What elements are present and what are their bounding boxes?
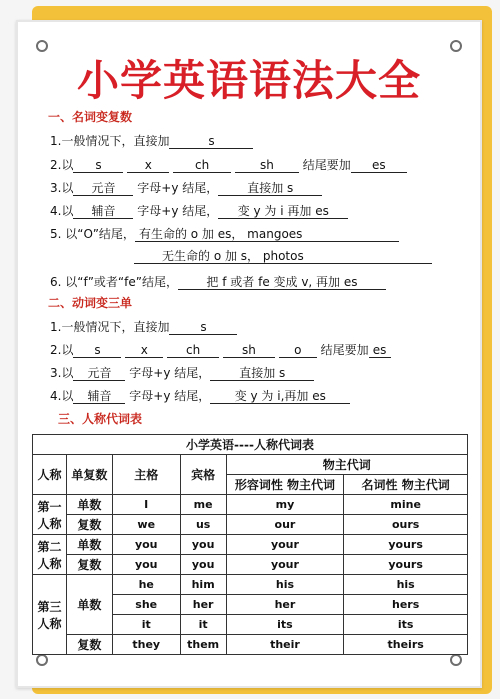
fill-blank: 辅音 [73, 204, 133, 219]
fill-blank: s [169, 134, 253, 149]
fill-blank: s [169, 320, 237, 335]
cell-adj: her [226, 595, 344, 615]
fill-blank: sh [235, 158, 299, 173]
cell-object: us [180, 515, 226, 535]
cell-object: me [180, 495, 226, 515]
fill-blank: s [73, 343, 121, 358]
rule-text: 字母+y 结尾， [137, 204, 219, 218]
pronoun-table [32, 434, 468, 655]
cell-adj: its [226, 615, 344, 635]
noun-rule-4 [50, 202, 348, 219]
rule-text: 4.以 [50, 204, 74, 218]
noun-rule-3 [50, 179, 322, 196]
cell-noun: theirs [344, 635, 468, 655]
fill-blank: ch [173, 158, 231, 173]
cell-noun: his [344, 575, 468, 595]
fill-blank: 变 y 为 i 再加 es [218, 204, 348, 219]
table-row [33, 555, 468, 575]
number-label: 复数 [66, 515, 112, 535]
cell-object: him [180, 575, 226, 595]
cell-subject: she [112, 595, 180, 615]
section-heading-verbs: 二、动词变三单 [48, 296, 133, 310]
cell-subject: it [112, 615, 180, 635]
cell-object: it [180, 615, 226, 635]
number-label: 复数 [66, 635, 112, 655]
table-caption: 小学英语----人称代词表 [33, 435, 468, 455]
fill-blank: 直接加 s [218, 181, 322, 196]
section-heading-pronouns: 三、人称代词表 [58, 412, 143, 426]
fill-blank: 无生命的 o 加 s， photos [134, 249, 432, 264]
number-label: 单数 [66, 535, 112, 555]
cell-subject: we [112, 515, 180, 535]
fill-blank: 元音 [73, 366, 125, 381]
rule-text: 4.以 [50, 389, 74, 403]
header-object: 宾格 [180, 455, 226, 495]
header-possessive: 物主代词 [226, 455, 467, 475]
person-label: 第二人称 [33, 535, 67, 575]
header-noun-possessive: 名词性 物主代词 [344, 475, 468, 495]
fill-blank: 把 f 或者 fe 变成 v, 再加 es [178, 275, 386, 290]
cell-adj: our [226, 515, 344, 535]
verb-rule-3 [50, 364, 314, 381]
cell-subject: you [112, 555, 180, 575]
cell-object: you [180, 535, 226, 555]
noun-rule-1 [50, 132, 253, 149]
cell-adj: your [226, 555, 344, 575]
noun-rule-2 [50, 156, 407, 173]
fill-blank: ch [167, 343, 219, 358]
cell-object: them [180, 635, 226, 655]
fill-blank: x [127, 158, 169, 173]
cell-adj: their [226, 635, 344, 655]
cell-noun: yours [344, 555, 468, 575]
cell-subject: they [112, 635, 180, 655]
fill-blank: 辅音 [73, 389, 125, 404]
header-person: 人称 [33, 455, 67, 495]
header-subject: 主格 [112, 455, 180, 495]
rule-text: 3.以 [50, 181, 74, 195]
cell-subject: you [112, 535, 180, 555]
fill-blank: x [125, 343, 163, 358]
fill-blank: o [279, 343, 317, 358]
cell-subject: he [112, 575, 180, 595]
binder-hole-icon [450, 654, 462, 666]
verb-rule-2 [50, 341, 391, 358]
person-label: 第一人称 [33, 495, 67, 535]
fill-blank: es [351, 158, 407, 173]
fill-blank: s [73, 158, 123, 173]
cell-noun: mine [344, 495, 468, 515]
rule-text: 1.一般情况下，直接加 [50, 320, 170, 334]
page-title: 小学英语语法大全 [76, 56, 421, 105]
verb-rule-4 [50, 387, 350, 404]
fill-blank: 直接加 s [210, 366, 314, 381]
noun-rule-6 [50, 273, 386, 290]
noun-rule-5b [134, 249, 432, 264]
cell-noun: hers [344, 595, 468, 615]
cell-noun: its [344, 615, 468, 635]
cell-noun: ours [344, 515, 468, 535]
header-adj-possessive: 形容词性 物主代词 [226, 475, 344, 495]
table-row [33, 495, 468, 515]
rule-text: 字母+y 结尾， [129, 366, 211, 380]
fill-blank: 元音 [73, 181, 133, 196]
fill-blank: es [369, 343, 391, 358]
cell-object: you [180, 555, 226, 575]
cell-adj: your [226, 535, 344, 555]
rule-text: 2.以 [50, 343, 74, 357]
cell-object: her [180, 595, 226, 615]
rule-text: 3.以 [50, 366, 74, 380]
table-row [33, 535, 468, 555]
fill-blank: sh [223, 343, 275, 358]
worksheet-card [16, 20, 482, 688]
person-label: 第三人称 [33, 575, 67, 655]
table-row [33, 515, 468, 535]
rule-text: 字母+y 结尾， [137, 181, 219, 195]
table-row [33, 575, 468, 595]
number-label: 复数 [66, 555, 112, 575]
rule-text: 2.以 [50, 158, 74, 172]
fill-blank: 有生命的 o 加 es， mangoes [135, 227, 399, 242]
verb-rule-1 [50, 318, 237, 335]
number-label: 单数 [66, 495, 112, 515]
cell-noun: yours [344, 535, 468, 555]
section-heading-nouns: 一、名词变复数 [48, 110, 133, 124]
header-number: 单复数 [66, 455, 112, 495]
table-row [33, 635, 468, 655]
binder-hole-icon [36, 654, 48, 666]
noun-rule-5 [50, 225, 399, 242]
rule-text: 6. 以“f”或者“fe”结尾， [50, 275, 178, 289]
number-label: 单数 [66, 575, 112, 635]
rule-text: 结尾要加 [320, 343, 369, 357]
cell-adj: his [226, 575, 344, 595]
fill-blank: 变 y 为 i,再加 es [210, 389, 350, 404]
cell-adj: my [226, 495, 344, 515]
rule-text: 5. 以“O”结尾， [50, 227, 135, 241]
rule-text: 1.一般情况下，直接加 [50, 134, 170, 148]
rule-text: 字母+y 结尾， [129, 389, 211, 403]
rule-text: 结尾要加 [302, 158, 351, 172]
cell-subject: I [112, 495, 180, 515]
